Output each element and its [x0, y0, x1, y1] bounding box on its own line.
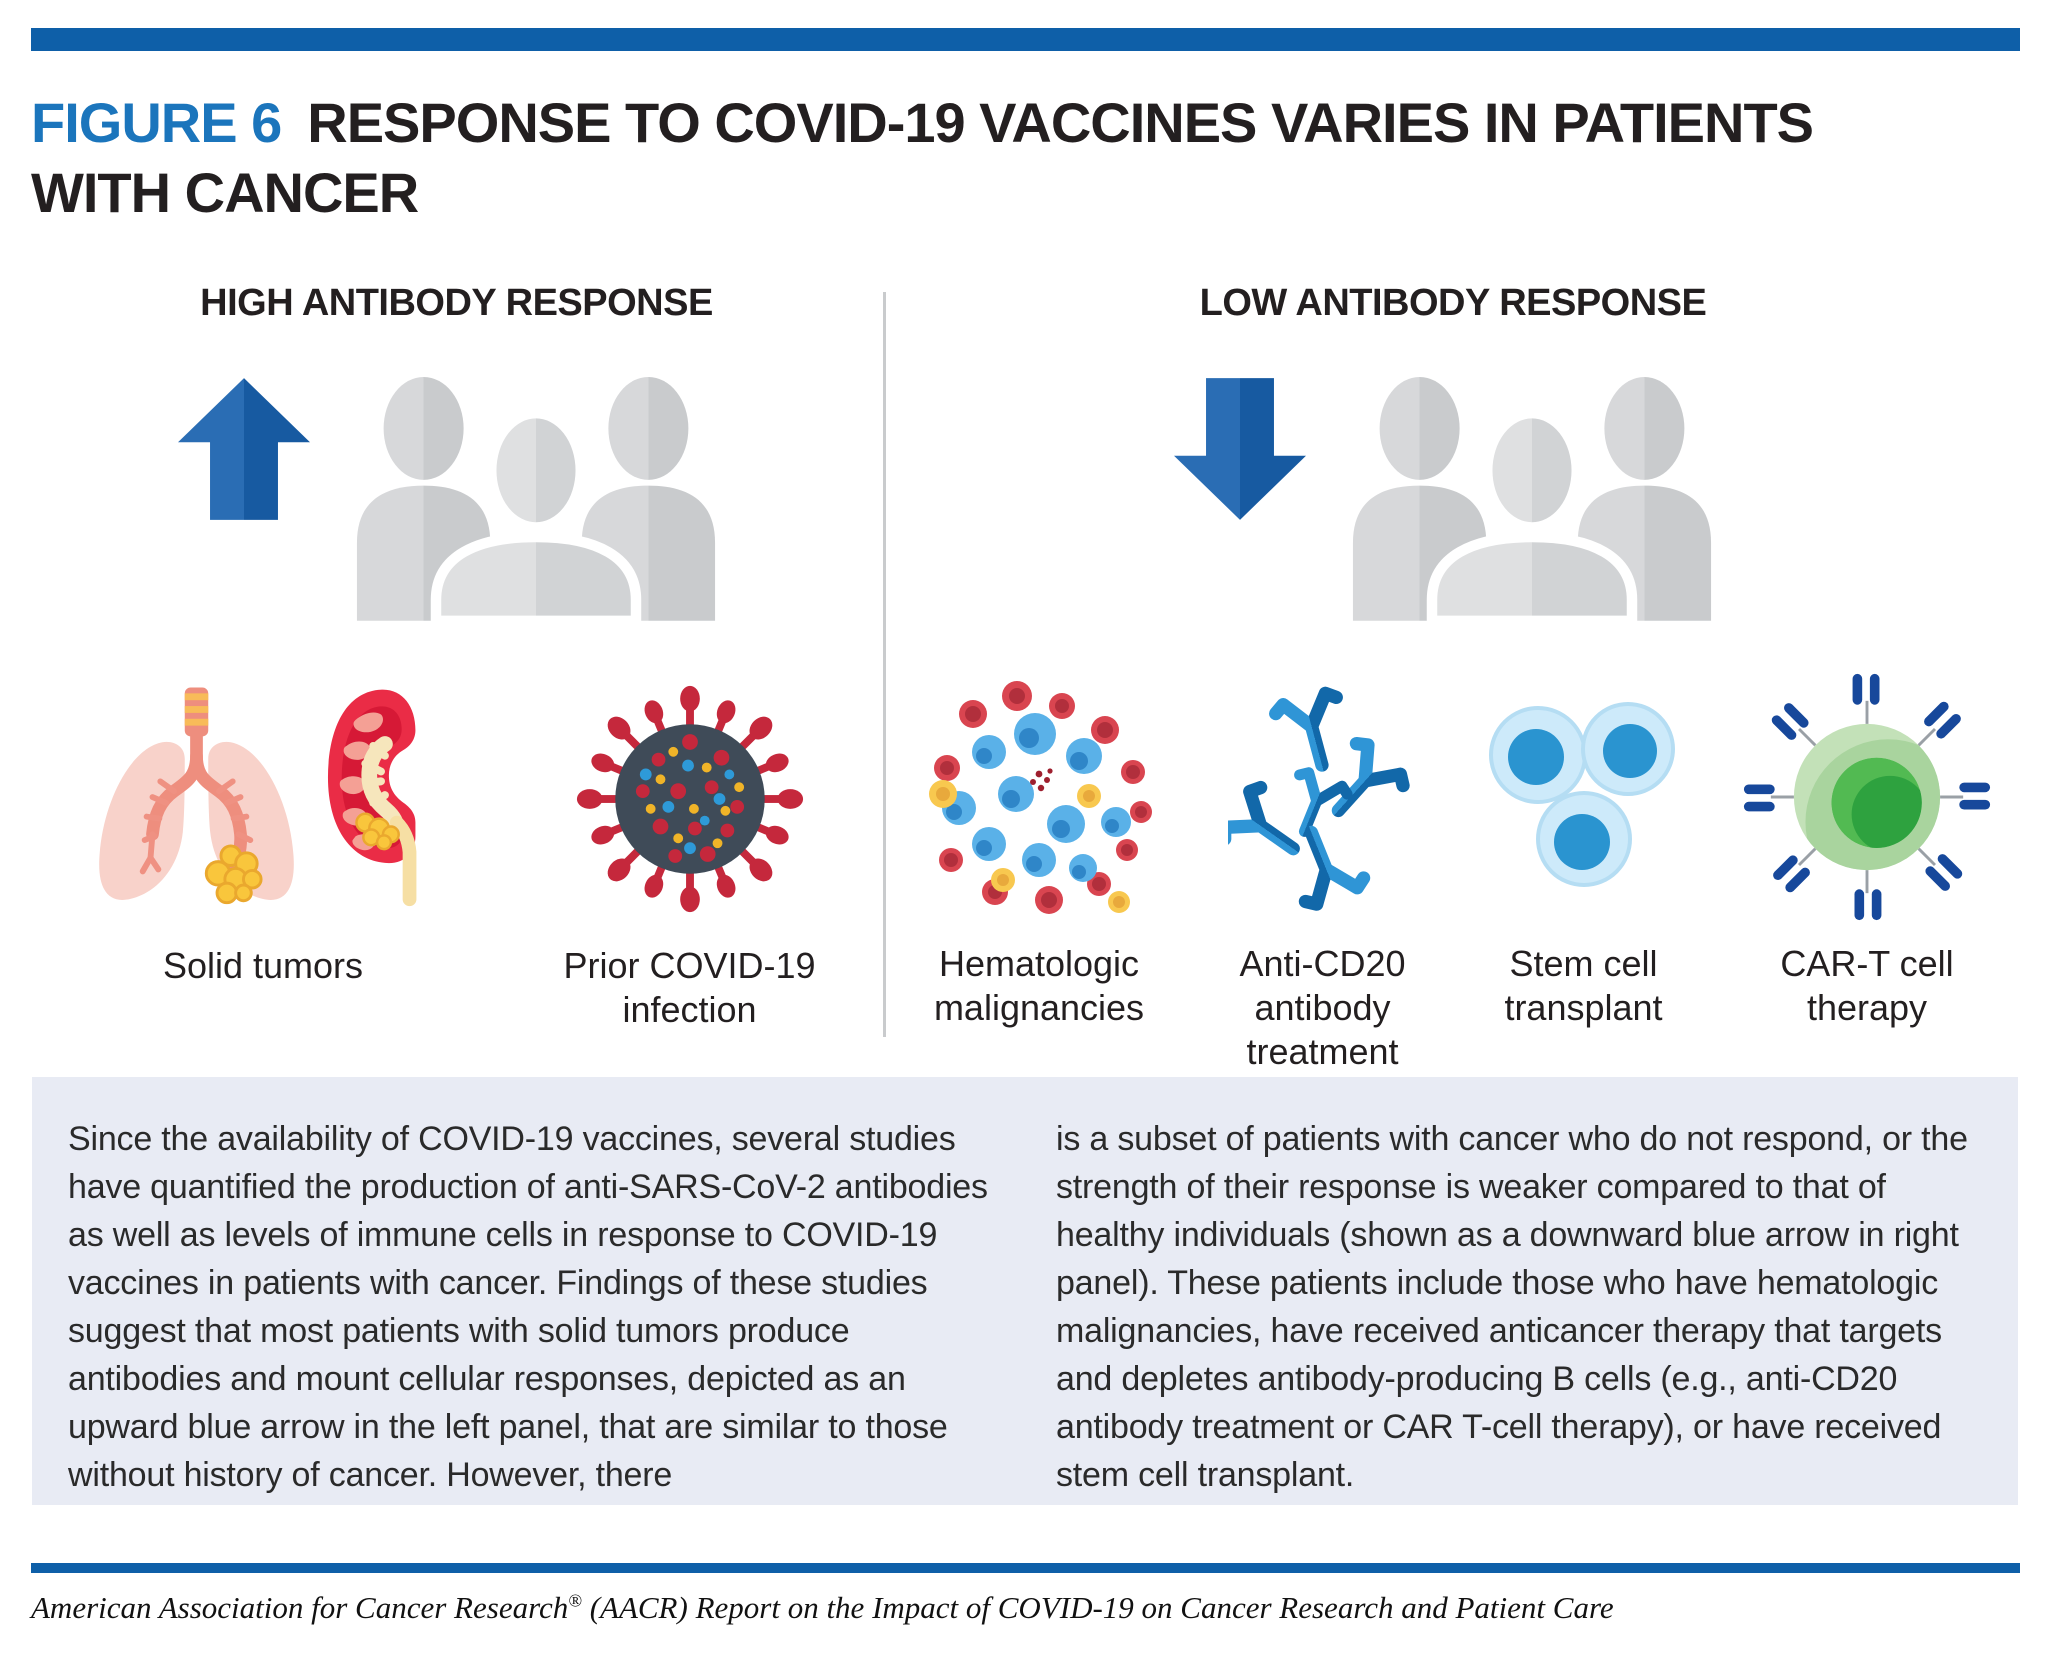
footer-attribution-rest: (AACR) Report on the Impact of COVID-19 on Cancer Research and Patient Care	[581, 1590, 1614, 1625]
high-response-panel	[30, 282, 883, 1052]
figure-title-line1	[31, 88, 2021, 158]
figure-title-text: RESPONSE TO COVID-19 VACCINES VARIES IN PATIENTS	[307, 91, 1814, 154]
footer-accent-bar	[31, 1563, 2020, 1573]
figure-title-line2: WITH CANCER	[31, 161, 419, 224]
coronavirus-icon	[572, 670, 808, 928]
down-arrow-icon	[1174, 378, 1306, 520]
car-t-item	[1742, 668, 1992, 1030]
high-response-items	[30, 670, 883, 1032]
caption-right-column: is a subset of patients with cancer who do not respond, or the strength of their response is weaker compared to that of healthy individuals (shown as a downward blue arrow in right panel). These patients include those who have hematologic malignancies, have received anticancer therapy that targets and depletes antibody-producing B cells (e.g., anti-CD20 antibody treatment or CAR T-cell therapy), or have received stem cell transplant.	[1056, 1120, 1968, 1494]
car-t-cell-icon	[1742, 668, 1992, 926]
item-label: Stem cell transplant	[1504, 943, 1663, 1028]
figure-title	[31, 88, 2021, 228]
low-response-items	[886, 668, 2020, 1074]
figure-number-label: FIGURE 6	[31, 91, 282, 154]
stem-cells-icon	[1486, 668, 1681, 926]
item-label: Anti-CD20 antibody treatment	[1239, 943, 1406, 1072]
item-label: Solid tumors	[162, 945, 364, 986]
low-response-panel	[886, 282, 2020, 1072]
high-response-summary-row	[178, 372, 736, 624]
solid-tumors-item	[84, 670, 443, 988]
item-label: Prior COVID-19 infection	[563, 945, 816, 1030]
caption-left-column: Since the availability of COVID-19 vaccines, several studies have quantified the production of anti-SARS-CoV-2 antibodies as well as levels of immune cells in response to COVID-19 vaccines in patients with cancer. Findings of these studies suggest that most patients with solid tumors produce antibodies and mount cellular responses, depicted as an upward blue arrow in the left panel, that are similar to those without history of cancer. However, there	[68, 1120, 988, 1494]
hematologic-item	[914, 668, 1164, 1030]
up-arrow-icon	[178, 378, 310, 520]
low-response-summary-row	[1174, 372, 1732, 622]
people-group-icon	[336, 372, 736, 622]
footer-attribution	[31, 1590, 2011, 1626]
lungs-icon	[84, 685, 309, 913]
footer-attribution-main: American Association for Cancer Research	[31, 1590, 569, 1625]
item-label: Hematologic malignancies	[933, 943, 1145, 1028]
item-label: CAR-T cell therapy	[1780, 943, 1954, 1028]
prior-covid-item	[550, 670, 830, 1032]
lungs-kidney-icon	[84, 670, 443, 928]
registered-mark: ®	[568, 1590, 582, 1611]
low-response-header: LOW ANTIBODY RESPONSE	[1199, 282, 1707, 324]
top-accent-bar	[31, 28, 2020, 51]
kidney-icon	[323, 685, 443, 913]
caption-box	[32, 1077, 2018, 1505]
antibodies-icon	[1228, 668, 1418, 926]
stem-cell-item	[1481, 668, 1686, 1030]
anti-cd20-item	[1220, 668, 1425, 1074]
high-response-header: HIGH ANTIBODY RESPONSE	[200, 282, 713, 324]
two-panel-diagram	[30, 282, 2020, 1072]
people-group-icon	[1332, 372, 1732, 622]
blood-cells-icon	[919, 668, 1159, 926]
